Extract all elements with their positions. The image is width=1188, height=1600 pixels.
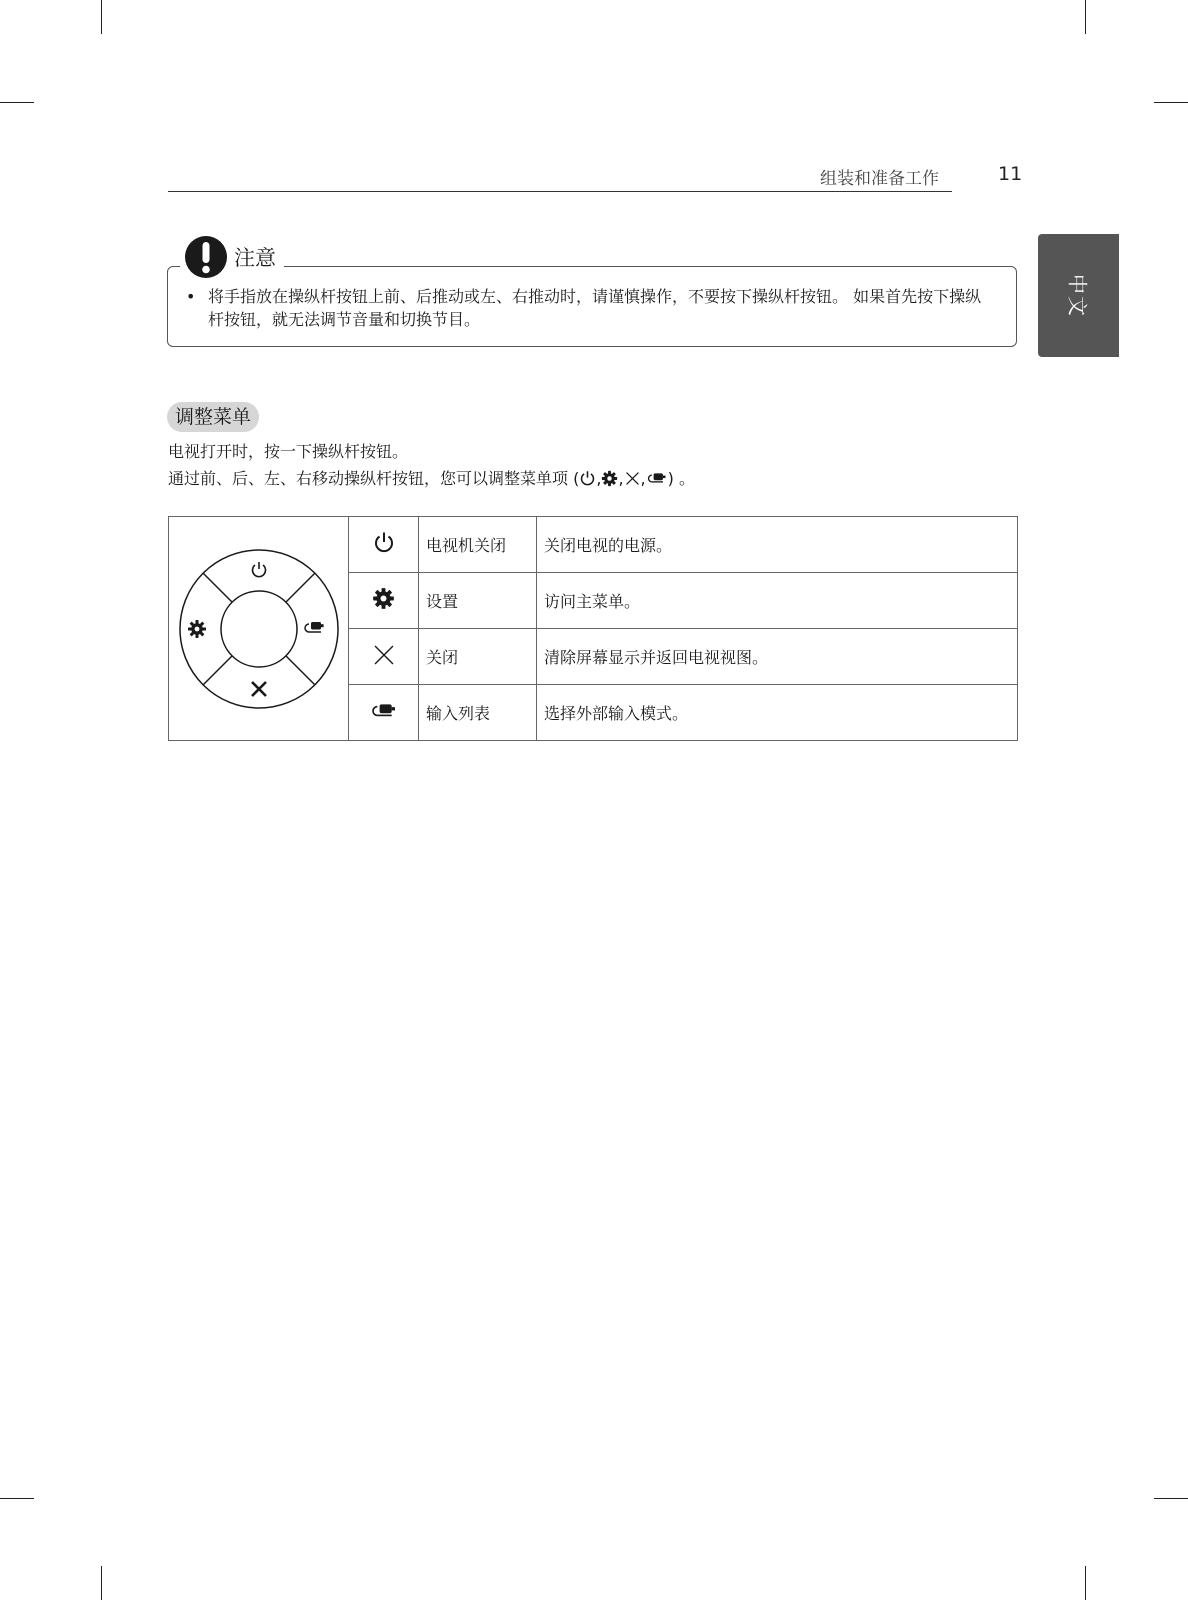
crop-mark (0, 1498, 34, 1499)
power-icon (252, 562, 265, 577)
bullet: • (186, 287, 196, 306)
note-header (180, 235, 284, 279)
input-icon (368, 700, 400, 722)
close-icon (373, 644, 395, 666)
section-title: 组装和准备工作 (820, 169, 939, 189)
row-icon-cell (349, 685, 419, 741)
row-icon-cell (349, 517, 419, 573)
note-text: 将手指放在操纵杆按钮上前、后推动或左、右推动时，请谨慎操作，不要按下操纵杆按钮。 如果首先按下操纵杆按钮，就无法调节音量和切换节目。 (208, 287, 982, 329)
exclamation-icon (184, 235, 228, 279)
crop-mark (1085, 0, 1086, 34)
table-row (169, 517, 1018, 573)
row-icon-cell (349, 629, 419, 685)
menu-item-description: 选择外部输入模式。 (537, 685, 1018, 741)
power-icon (373, 531, 395, 555)
paragraph-text: ) 。 (667, 469, 695, 488)
input-icon (305, 622, 324, 632)
paragraph: 通过前、后、左、右移动操纵杆按钮，您可以调整菜单项 ( , , , ) 。 (168, 469, 695, 488)
crop-mark (0, 102, 34, 103)
crop-mark (1154, 1498, 1188, 1499)
row-icon-cell (349, 573, 419, 629)
language-tab (1038, 234, 1119, 357)
input-icon (646, 470, 668, 487)
crop-mark (1085, 1566, 1086, 1600)
joystick-diagram-cell (169, 517, 349, 741)
gear-icon (188, 620, 206, 638)
close-icon (252, 682, 266, 696)
menu-item-description: 关闭电视的电源。 (537, 517, 1018, 573)
gear-icon (601, 470, 618, 487)
power-icon (579, 470, 596, 487)
menu-item-description: 访问主菜单。 (537, 573, 1018, 629)
crop-mark (1154, 102, 1188, 103)
menu-table (168, 516, 1018, 741)
crop-mark (101, 1566, 102, 1600)
paragraph-text: 通过前、后、左、右移动操纵杆按钮，您可以调整菜单项 ( (168, 469, 580, 488)
gear-icon (372, 587, 395, 610)
note-body (186, 285, 990, 331)
note-title: 注意 (234, 246, 276, 270)
close-icon (624, 470, 641, 487)
header-divider (168, 191, 952, 192)
menu-item-name: 关闭 (419, 629, 537, 685)
crop-mark (101, 0, 102, 34)
paragraph: 电视打开时，按一下操纵杆按钮。 (168, 442, 409, 461)
section-heading: 调整菜单 (167, 402, 259, 432)
language-tab-label: 中文 (1065, 273, 1089, 318)
menu-item-name: 电视机关闭 (419, 517, 537, 573)
menu-item-name: 输入列表 (419, 685, 537, 741)
menu-item-name: 设置 (419, 573, 537, 629)
page-number: 11 (998, 163, 1023, 185)
joystick-diagram (177, 547, 341, 711)
menu-item-description: 清除屏幕显示并返回电视视图。 (537, 629, 1018, 685)
